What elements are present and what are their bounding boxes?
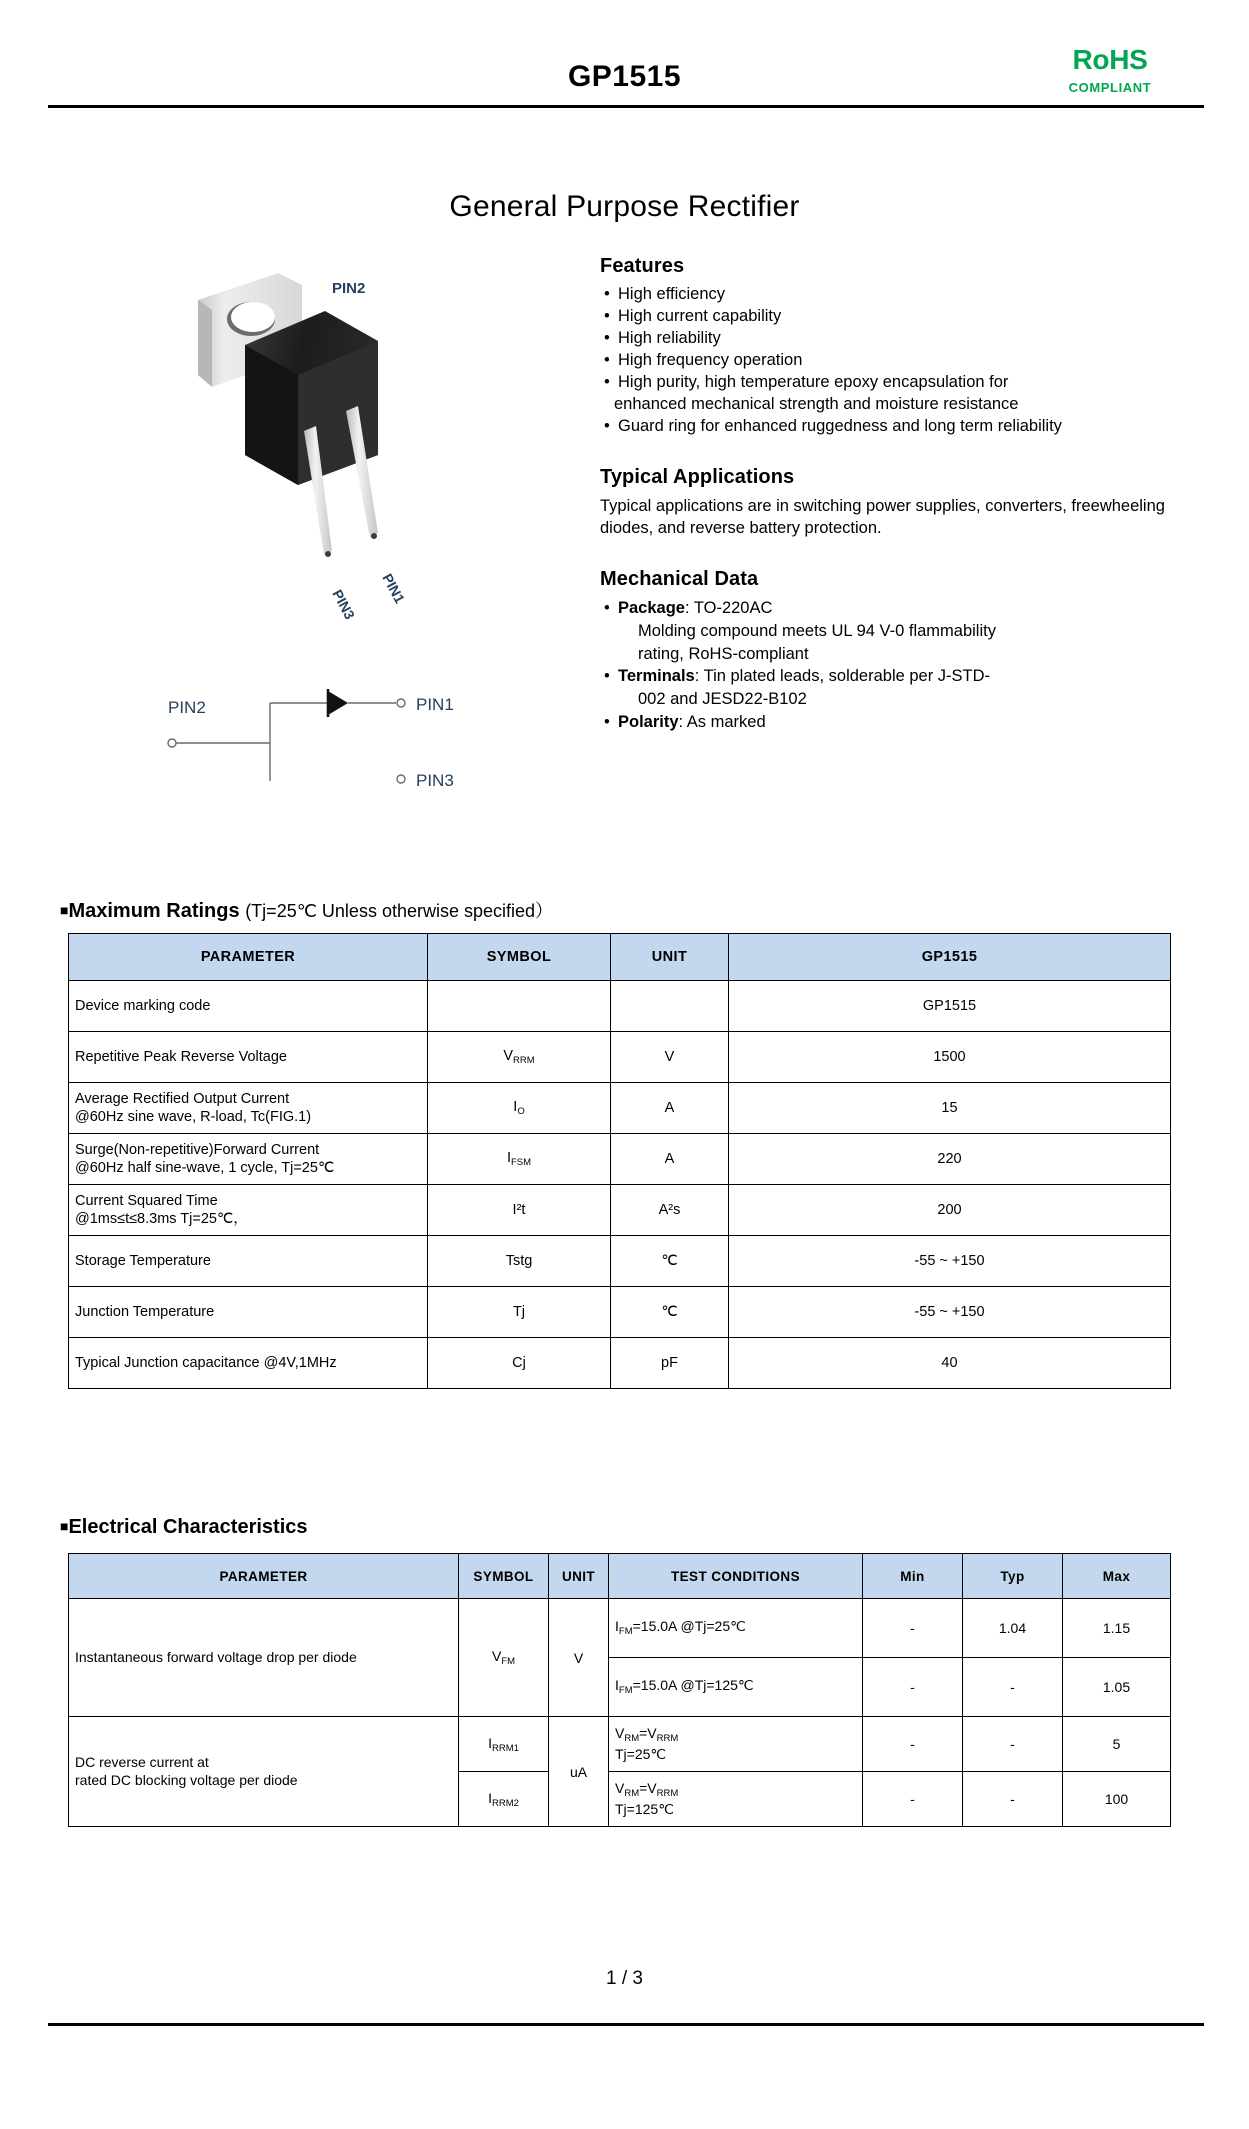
feature-text: High reliability bbox=[618, 328, 721, 347]
cell-parameter: DC reverse current at rated DC blocking voltage per diode bbox=[69, 1717, 459, 1827]
document-title: General Purpose Rectifier bbox=[449, 190, 800, 223]
feature-text: High current capability bbox=[618, 306, 782, 325]
table-header-row bbox=[69, 934, 1171, 981]
cell-value: -55 ~ +150 bbox=[729, 1287, 1171, 1338]
bullet-icon: • bbox=[604, 350, 610, 369]
feature-text: High purity, high temperature epoxy encapsulation for bbox=[618, 372, 1009, 391]
table-row bbox=[69, 1032, 1171, 1083]
table-row bbox=[69, 981, 1171, 1032]
cell-unit: A²s bbox=[611, 1185, 729, 1236]
column-header-max: Max bbox=[1063, 1554, 1171, 1599]
cell-unit: V bbox=[549, 1599, 609, 1717]
cell-parameter: Device marking code bbox=[69, 981, 428, 1032]
feature-text: High frequency operation bbox=[618, 350, 803, 369]
electrical-section-title bbox=[60, 1516, 308, 1539]
features-list bbox=[600, 284, 1170, 438]
table-row bbox=[69, 1134, 1171, 1185]
column-header-min: Min bbox=[863, 1554, 963, 1599]
cell-symbol: $V_{RRM}$ bbox=[428, 1032, 611, 1083]
electrical-characteristics-table bbox=[68, 1553, 1171, 1827]
mechanical-value: : TO-220AC bbox=[684, 599, 773, 618]
max-ratings-section-title bbox=[60, 897, 553, 923]
mechanical-label: Polarity bbox=[618, 712, 679, 731]
electrical-title-text: Electrical Characteristics bbox=[68, 1516, 308, 1538]
cell-typ: - bbox=[963, 1772, 1063, 1827]
applications-heading: Typical Applications bbox=[600, 465, 795, 488]
bullet-icon: • bbox=[604, 416, 610, 435]
cell-unit bbox=[611, 981, 729, 1032]
mechanical-label: Terminals bbox=[618, 667, 695, 686]
table-header-row bbox=[69, 1554, 1171, 1599]
cell-min: - bbox=[863, 1599, 963, 1658]
page-number: 1 / 3 bbox=[606, 1968, 643, 1989]
page-header bbox=[0, 0, 1249, 110]
table-row bbox=[69, 1338, 1171, 1389]
mechanical-label: Package bbox=[618, 599, 685, 618]
column-header-unit: UNIT bbox=[549, 1554, 609, 1599]
to220ac-package-illustration bbox=[150, 255, 470, 625]
cell-unit: V bbox=[611, 1032, 729, 1083]
cell-symbol: I²t bbox=[428, 1185, 611, 1236]
feature-item bbox=[600, 372, 1170, 416]
rohs-compliant-mark bbox=[1015, 46, 1205, 95]
cell-value: GP1515 bbox=[729, 981, 1171, 1032]
cell-symbol: $V_{FM}$ bbox=[459, 1599, 549, 1717]
schematic-pin1-label: PIN1 bbox=[416, 695, 454, 714]
section-marker-icon: ■ bbox=[60, 1518, 69, 1534]
mechanical-heading: Mechanical Data bbox=[600, 568, 759, 591]
cell-unit: pF bbox=[611, 1338, 729, 1389]
column-header-parameter: PARAMETER bbox=[69, 1554, 459, 1599]
column-header-symbol: SYMBOL bbox=[428, 934, 611, 981]
cell-parameter: Typical Junction capacitance @4V,1MHz bbox=[69, 1338, 428, 1389]
cell-unit: ℃ bbox=[611, 1287, 729, 1338]
column-header-symbol: SYMBOL bbox=[459, 1554, 549, 1599]
cell-value: 220 bbox=[729, 1134, 1171, 1185]
section-marker-icon: ■ bbox=[60, 902, 69, 918]
pin-schematic-diagram bbox=[160, 665, 490, 805]
right-content-column bbox=[600, 255, 1170, 734]
feature-text: High efficiency bbox=[618, 285, 726, 303]
schematic-pin2-label: PIN2 bbox=[168, 698, 206, 717]
cell-typ: - bbox=[963, 1658, 1063, 1717]
table-row bbox=[69, 1236, 1171, 1287]
feature-item bbox=[600, 306, 1170, 328]
column-header-parameter: PARAMETER bbox=[69, 934, 428, 981]
footer-divider bbox=[48, 2023, 1204, 2026]
mechanical-item-polarity bbox=[600, 711, 1170, 734]
mechanical-subline: Molding compound meets UL 94 V-0 flammability bbox=[638, 621, 996, 640]
diode-schematic bbox=[160, 665, 490, 805]
mechanical-list bbox=[600, 597, 1170, 734]
cell-test-condition: $V_{RM}=V_{RRM}$ Tj=125℃ bbox=[609, 1772, 863, 1827]
feature-item bbox=[600, 284, 1170, 306]
bullet-icon: • bbox=[604, 306, 610, 325]
table-row bbox=[69, 1287, 1171, 1338]
feature-text-cont: enhanced mechanical strength and moisture resistance bbox=[614, 394, 1019, 413]
bullet-icon: • bbox=[604, 599, 610, 618]
mechanical-subline: rating, RoHS-compliant bbox=[638, 644, 809, 663]
cell-value: 15 bbox=[729, 1083, 1171, 1134]
table-row bbox=[69, 1717, 1171, 1772]
cell-parameter: Average Rectified Output Current @60Hz sine wave, R-load, Tc(FIG.1) bbox=[69, 1083, 428, 1134]
cell-value: 1500 bbox=[729, 1032, 1171, 1083]
schematic-pin3-label: PIN3 bbox=[416, 771, 454, 790]
cell-symbol: Tstg bbox=[428, 1236, 611, 1287]
bullet-icon: • bbox=[604, 328, 610, 347]
column-header-test-conditions: TEST CONDITIONS bbox=[609, 1554, 863, 1599]
cell-unit: uA bbox=[549, 1717, 609, 1827]
feature-item bbox=[600, 328, 1170, 350]
bullet-icon: • bbox=[604, 667, 610, 686]
part-number-title: GP1515 bbox=[567, 60, 682, 93]
mechanical-value: : As marked bbox=[678, 712, 766, 731]
rohs-logo-text: RoHS bbox=[1072, 44, 1148, 75]
cell-typ: - bbox=[963, 1717, 1063, 1772]
package-pin2-label: PIN2 bbox=[332, 280, 366, 297]
feature-text: Guard ring for enhanced ruggedness and long term reliability bbox=[618, 416, 1062, 435]
column-header-typ: Typ bbox=[963, 1554, 1063, 1599]
mechanical-value: : Tin plated leads, solderable per J-STD- bbox=[694, 667, 991, 686]
cell-test-condition: $I_{FM}=15.0A$ @Tj=25℃ bbox=[609, 1599, 863, 1658]
header-divider bbox=[48, 105, 1204, 108]
rohs-compliant-label: COMPLIANT bbox=[1068, 80, 1152, 95]
cell-parameter: Repetitive Peak Reverse Voltage bbox=[69, 1032, 428, 1083]
cell-value: 200 bbox=[729, 1185, 1171, 1236]
cell-symbol: $I_{RRM2}$ bbox=[459, 1772, 549, 1827]
table-row bbox=[69, 1083, 1171, 1134]
cell-symbol bbox=[428, 981, 611, 1032]
cell-symbol: Cj bbox=[428, 1338, 611, 1389]
cell-parameter: Surge(Non-repetitive)Forward Current @60Hz half sine-wave, 1 cycle, Tj=25℃ bbox=[69, 1134, 428, 1185]
feature-item bbox=[600, 350, 1170, 372]
mechanical-subline: 002 and JESD22-B102 bbox=[638, 690, 807, 709]
cell-min: - bbox=[863, 1772, 963, 1827]
package-pin3-label: PIN3 bbox=[329, 586, 359, 622]
cell-max: 100 bbox=[1063, 1772, 1171, 1827]
cell-parameter: Storage Temperature bbox=[69, 1236, 428, 1287]
cell-unit: A bbox=[611, 1083, 729, 1134]
applications-body: Typical applications are in switching power supplies, converters, freewheeling diodes, and reverse battery protection. bbox=[600, 496, 1165, 538]
bullet-icon: • bbox=[604, 372, 610, 391]
bullet-icon: • bbox=[604, 285, 610, 303]
cell-symbol: Tj bbox=[428, 1287, 611, 1338]
cell-symbol: $I_O$ bbox=[428, 1083, 611, 1134]
cell-max: 5 bbox=[1063, 1717, 1171, 1772]
package-pin1-label: PIN1 bbox=[379, 570, 409, 606]
cell-symbol: $I_{FSM}$ bbox=[428, 1134, 611, 1185]
column-header-gp1515: GP1515 bbox=[729, 934, 1171, 981]
max-ratings-title-text: Maximum Ratings bbox=[68, 900, 240, 922]
mechanical-item-package bbox=[600, 597, 1170, 665]
cell-test-condition: $V_{RM}=V_{RRM}$ Tj=25℃ bbox=[609, 1717, 863, 1772]
feature-item bbox=[600, 416, 1170, 438]
cell-max: 1.05 bbox=[1063, 1658, 1171, 1717]
cell-parameter: Current Squared Time @1ms≤t≤8.3ms Tj=25℃， bbox=[69, 1185, 428, 1236]
cell-unit: ℃ bbox=[611, 1236, 729, 1287]
cell-symbol: $I_{RRM1}$ bbox=[459, 1717, 549, 1772]
cell-min: - bbox=[863, 1717, 963, 1772]
cell-value: -55 ~ +150 bbox=[729, 1236, 1171, 1287]
package-photo bbox=[150, 255, 470, 625]
max-ratings-title-note: (Tj=25℃ Unless otherwise specified） bbox=[245, 901, 554, 921]
mechanical-item-terminals bbox=[600, 665, 1170, 711]
table-row bbox=[69, 1599, 1171, 1658]
cell-parameter: Junction Temperature bbox=[69, 1287, 428, 1338]
cell-parameter: Instantaneous forward voltage drop per diode bbox=[69, 1599, 459, 1717]
column-header-unit: UNIT bbox=[611, 934, 729, 981]
cell-min: - bbox=[863, 1658, 963, 1717]
cell-unit: A bbox=[611, 1134, 729, 1185]
table-row bbox=[69, 1185, 1171, 1236]
cell-typ: 1.04 bbox=[963, 1599, 1063, 1658]
cell-value: 40 bbox=[729, 1338, 1171, 1389]
cell-max: 1.15 bbox=[1063, 1599, 1171, 1658]
cell-test-condition: $I_{FM}=15.0A$ @Tj=125℃ bbox=[609, 1658, 863, 1717]
maximum-ratings-table bbox=[68, 933, 1171, 1389]
features-heading: Features bbox=[600, 255, 685, 277]
bullet-icon: • bbox=[604, 712, 610, 731]
